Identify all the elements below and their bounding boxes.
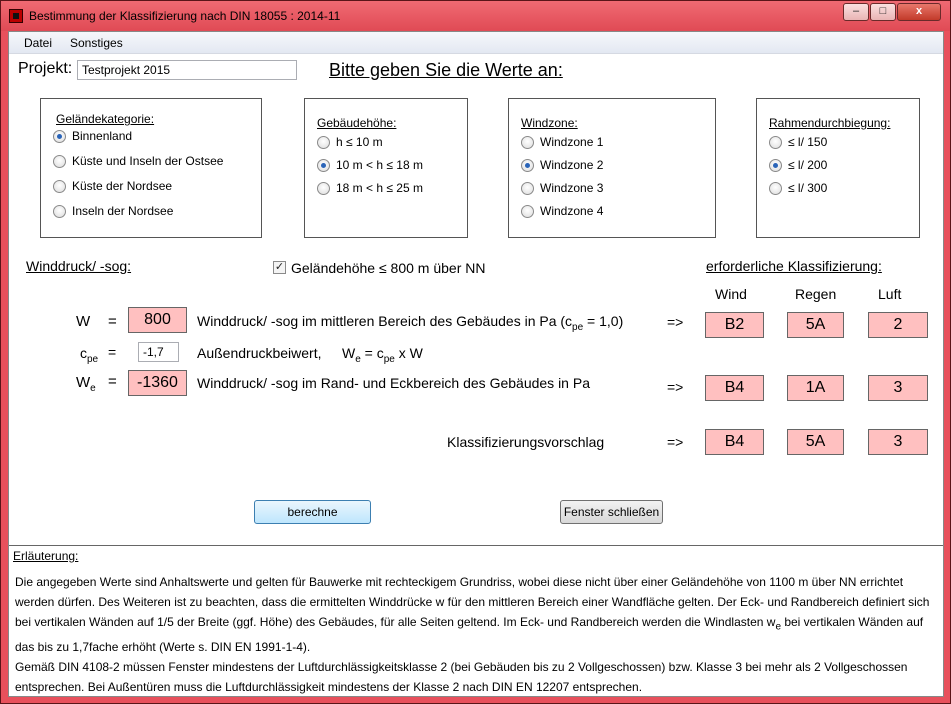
explanation-heading: Erläuterung: (13, 549, 79, 563)
gelaendehoehe-checkbox[interactable]: ✓ (274, 261, 285, 273)
cpe-description: Außendruckbeiwert, (197, 345, 322, 361)
formula-sub-pe: pe (383, 353, 395, 365)
w-description (197, 313, 623, 333)
explanation-p1-sub: e (775, 621, 781, 633)
explanation-p1-b: bei vertikalen Wänden auf das bis zu 1,7fache erhöht (Werte s. DIN EN 1991-1-4). (15, 615, 924, 655)
w-desc-post: = 1,0) (583, 313, 624, 329)
we-symbol-sub: e (90, 383, 96, 394)
title-bar[interactable] (1, 1, 950, 31)
separator-line (9, 545, 943, 546)
radio-label: Inseln der Nordsee (72, 204, 174, 218)
cpe-symbol (80, 345, 98, 365)
windzone-group (508, 98, 716, 238)
radio-indicator[interactable] (769, 182, 782, 195)
radio-label: 18 m < h ≤ 25 m (336, 181, 423, 195)
w-result-regen: 5A (787, 312, 844, 338)
col-header-luft: Luft (878, 286, 902, 302)
menu-bar (9, 32, 943, 54)
w-desc-pre: Winddruck/ -sog im mittleren Bereich des Gebäudes in Pa (c (197, 313, 573, 329)
w-equals: = (108, 313, 117, 330)
w-result-wind: B2 (705, 312, 764, 338)
explanation-paragraph-2: Gemäß DIN 4108-2 müssen Fenster mindestens der Luftdurchlässigkeitsklasse 2 (bei Gebäuden bis zu 2 Vollgeschossen) bzw. Klasse 3 bei mehr als 2 Vollgeschossen entsprechen. Bei Außentüren muss die Luftdurchlässigkeit mindestens der Klasse 2 nach DIN EN 12207 entsprechen. (15, 660, 908, 695)
cpe-input[interactable]: -1,7 (138, 342, 179, 362)
minimize-button[interactable]: – (843, 3, 869, 21)
we-description: Winddruck/ -sog im Rand- und Eckbereich des Gebäudes in Pa (197, 375, 590, 391)
radio-indicator[interactable] (53, 130, 66, 143)
rahmendurchbiegung-group (756, 98, 920, 238)
w-arrow: => (667, 314, 684, 330)
radio-label: Windzone 4 (540, 204, 604, 218)
cpe-symbol-sub: pe (87, 353, 99, 365)
we-symbol-main: W (76, 374, 91, 391)
we-result-wind: B4 (705, 375, 764, 401)
formula-sub-e: e (355, 353, 361, 365)
formula-post: x W (394, 345, 423, 361)
project-label: Projekt: (18, 60, 73, 77)
radio-label: Windzone 3 (540, 181, 604, 195)
rahmendurchbiegung-title: Rahmendurchbiegung: (769, 116, 891, 130)
vorschlag-result-regen: 5A (787, 429, 844, 455)
radio-label: Küste der Nordsee (72, 179, 173, 193)
maximize-button[interactable]: □ (870, 3, 896, 21)
klassifizierung-heading: erforderliche Klassifizierung: (706, 258, 882, 274)
radio-label: Binnenland (72, 129, 133, 143)
formula-w: W (342, 345, 356, 361)
radio-label: 10 m < h ≤ 18 m (336, 158, 423, 172)
radio-indicator[interactable] (317, 136, 330, 149)
project-input[interactable]: Testprojekt 2015 (77, 60, 297, 80)
radio-indicator[interactable] (521, 205, 534, 218)
prompt-heading: Bitte geben Sie die Werte an: (329, 60, 563, 80)
fenster-schliessen-button[interactable]: Fenster schließen (560, 500, 663, 524)
vorschlag-result-wind: B4 (705, 429, 764, 455)
radio-label: ≤ l/ 300 (788, 181, 828, 195)
menu-sonstiges[interactable]: Sonstiges (70, 36, 123, 50)
radio-label: h ≤ 10 m (336, 135, 383, 149)
we-result-luft: 3 (868, 375, 928, 401)
windzone-title: Windzone: (521, 116, 578, 130)
radio-label: ≤ l/ 200 (788, 158, 828, 172)
w-desc-sub: pe (572, 321, 584, 333)
explanation-paragraph-1 (15, 572, 935, 657)
we-value-field[interactable]: -1360 (128, 370, 187, 396)
radio-indicator[interactable] (769, 136, 782, 149)
we-equals: = (108, 373, 117, 390)
berechne-button[interactable]: berechne (254, 500, 371, 524)
radio-indicator[interactable] (521, 159, 534, 172)
gebaeudehoehe-title: Gebäudehöhe: (317, 116, 397, 130)
we-arrow: => (667, 379, 684, 395)
radio-indicator[interactable] (317, 182, 330, 195)
vorschlag-arrow: => (667, 434, 684, 450)
close-button[interactable]: x (897, 3, 941, 21)
w-result-luft: 2 (868, 312, 928, 338)
radio-indicator[interactable] (53, 180, 66, 193)
window-title: Bestimmung der Klassifizierung nach DIN 18055 : 2014-11 (29, 9, 341, 23)
winddruck-heading: Winddruck/ -sog: (26, 258, 132, 274)
gelaendehoehe-label: Geländehöhe ≤ 800 m über NN (291, 260, 486, 276)
we-result-regen: 1A (787, 375, 844, 401)
vorschlag-label: Klassifizierungsvorschlag (447, 434, 605, 450)
radio-indicator[interactable] (53, 155, 66, 168)
radio-label: Windzone 2 (540, 158, 604, 172)
gelaendekategorie-title: Geländekategorie: (56, 112, 155, 126)
gebaeudehoehe-group (304, 98, 468, 238)
formula-mid: = c (360, 345, 384, 361)
gelaendekategorie-group (40, 98, 262, 238)
radio-label: ≤ l/ 150 (788, 135, 828, 149)
radio-indicator[interactable] (53, 205, 66, 218)
menu-datei[interactable]: Datei (24, 36, 53, 50)
cpe-formula (342, 345, 423, 365)
client-area (8, 31, 944, 697)
radio-indicator[interactable] (769, 159, 782, 172)
col-header-regen: Regen (795, 286, 837, 302)
explanation-text (15, 572, 935, 697)
radio-indicator[interactable] (317, 159, 330, 172)
radio-label: Windzone 1 (540, 135, 604, 149)
vorschlag-result-luft: 3 (868, 429, 928, 455)
app-icon (9, 9, 23, 23)
explanation-p1-a: Die angegeben Werte sind Anhaltswerte und gelten für Bauwerke mit rechteckigem Grundriss, wobei diese nicht über einer Geländehöhe von 1100 m über NN errichtet werden dürfen. Des Weiteren ist zu beachten, dass die ermittelten Winddrücke w für den mittleren Bereich einer Wandfläche gelten. Der Eck- und Randbereich definiert sich bei vertikalen Wänden auf 1/5 der Breite (ggf. Höhe) des Gebäudes, für alle Seiten geltend. Im Eck- und Randbereich werden die Windlasten w (15, 575, 930, 629)
radio-label: Küste und Inseln der Ostsee (72, 154, 224, 168)
col-header-wind: Wind (715, 286, 747, 302)
we-symbol (76, 374, 96, 394)
radio-indicator[interactable] (521, 182, 534, 195)
cpe-equals: = (108, 344, 117, 360)
cpe-symbol-main: c (80, 345, 87, 361)
w-symbol: W (76, 313, 91, 330)
w-value-field[interactable]: 800 (128, 307, 187, 333)
radio-indicator[interactable] (521, 136, 534, 149)
